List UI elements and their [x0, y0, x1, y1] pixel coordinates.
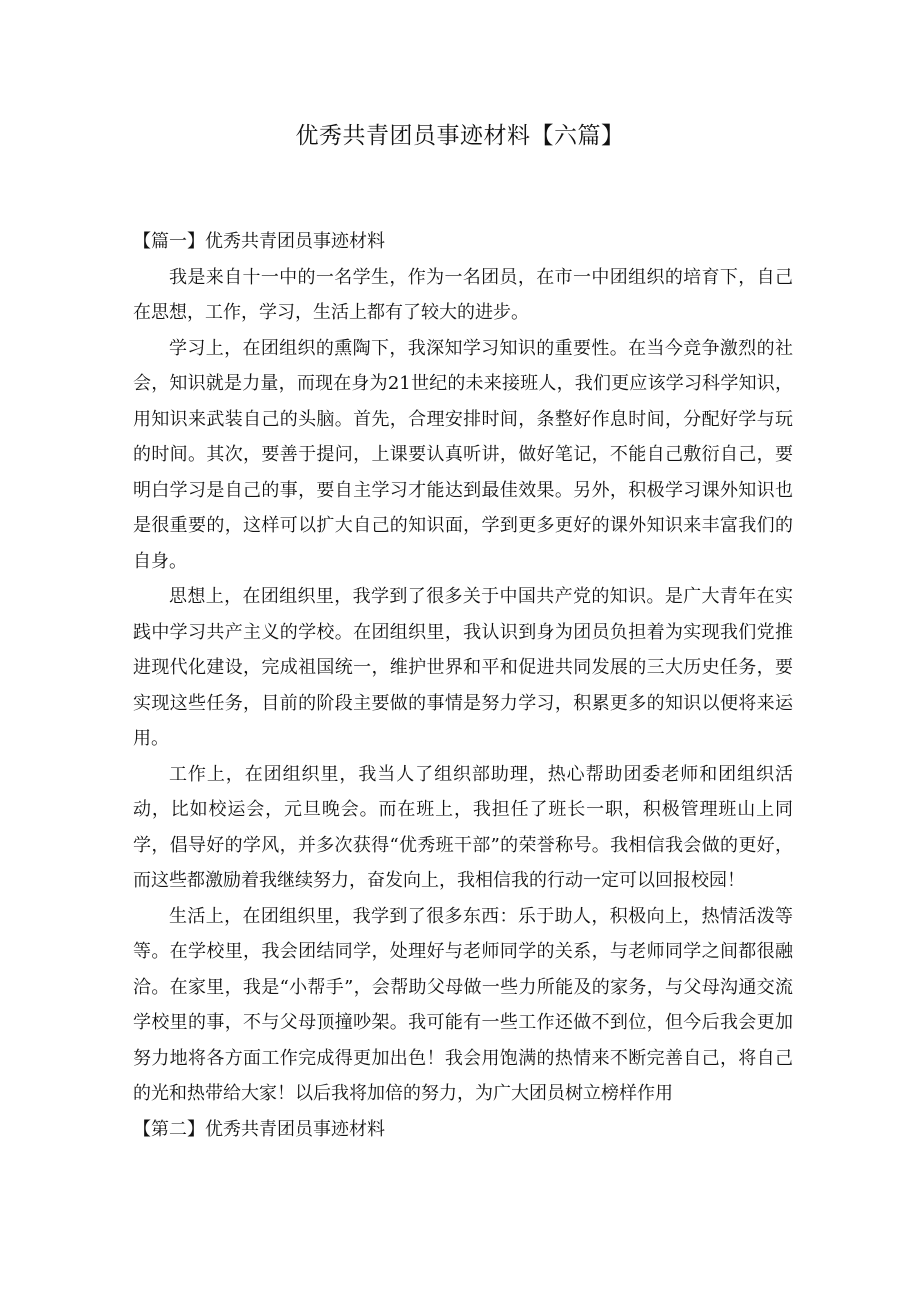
paragraph: 思想上，在团组织里，我学到了很多关于中国共产党的知识。是广大青年在实践中学习共产主义的学校。在团组织里，我认识到身为团员负担着为实现我们党推进现代化建设，完成祖国统一，维护世界和平和促进共同发展的三大历史任务，要实现这些任务，目前的阶段主要做的事情是努力学习，积累更多的知识以便将来运用。 — [133, 586, 793, 749]
paragraph: 工作上，在团组织里，我当人了组织部助理，热心帮助团委老师和团组织活动，比如校运会，元旦晚会。而在班上，我担任了班长一职，积极管理班山上同学，倡导好的学风，并多次获得“优秀班干部”的荣誉称号。我相信我会做的更好，而这些都激励着我继续努力，奋发向上，我相信我的行动一定可以回报校园！ — [133, 763, 793, 891]
paragraph: 生活上，在团组织里，我学到了很多东西：乐于助人，积极向上，热情活泼等等。在学校里，我会团结同学，处理好与老师同学的关系，与老师同学之间都很融洽。在家里，我是“小帮手”，会帮助父母做一些力所能及的家务，与父母沟通交流学校里的事，不与父母顶撞吵架。我可能有一些工作还做不到位，但今后我会更加努力地将各方面工作完成得更加出色！我会用饱满的热情来不断完善自己，将自己的光和热带给大家！以后我将加倍的努力，为广大团员树立榜样作用 — [133, 905, 793, 1104]
document-title: 优秀共青团员事迹材料【六篇】 — [295, 123, 625, 149]
paragraph: 学习上，在团组织的熏陶下，我深知学习知识的重要性。在当今竞争激烈的社会，知识就是力量，而现在身为21世纪的未来接班人，我们更应该学习科学知识，用知识来武装自己的头脑。首先，合理安排时间，条整好作息时间，分配好学与玩的时间。其次，要善于提问，上课要认真听讲，做好笔记，不能自己敷衍自己，要明白学习是自己的事，要自主学习才能达到最佳效果。另外，积极学习课外知识也是很重要的，这样可以扩大自己的知识面，学到更多更好的课外知识来丰富我们的自身。 — [133, 337, 793, 572]
document-body — [133, 224, 793, 1147]
section-heading-1: 【篇一】优秀共青团员事迹材料 — [133, 231, 385, 252]
paragraph: 我是来自十一中的一名学生，作为一名团员，在市一中团组织的培育下，自己在思想，工作，学习，生活上都有了较大的进步。 — [133, 266, 793, 323]
section-heading-2: 【第二】优秀共青团员事迹材料 — [133, 1118, 385, 1140]
